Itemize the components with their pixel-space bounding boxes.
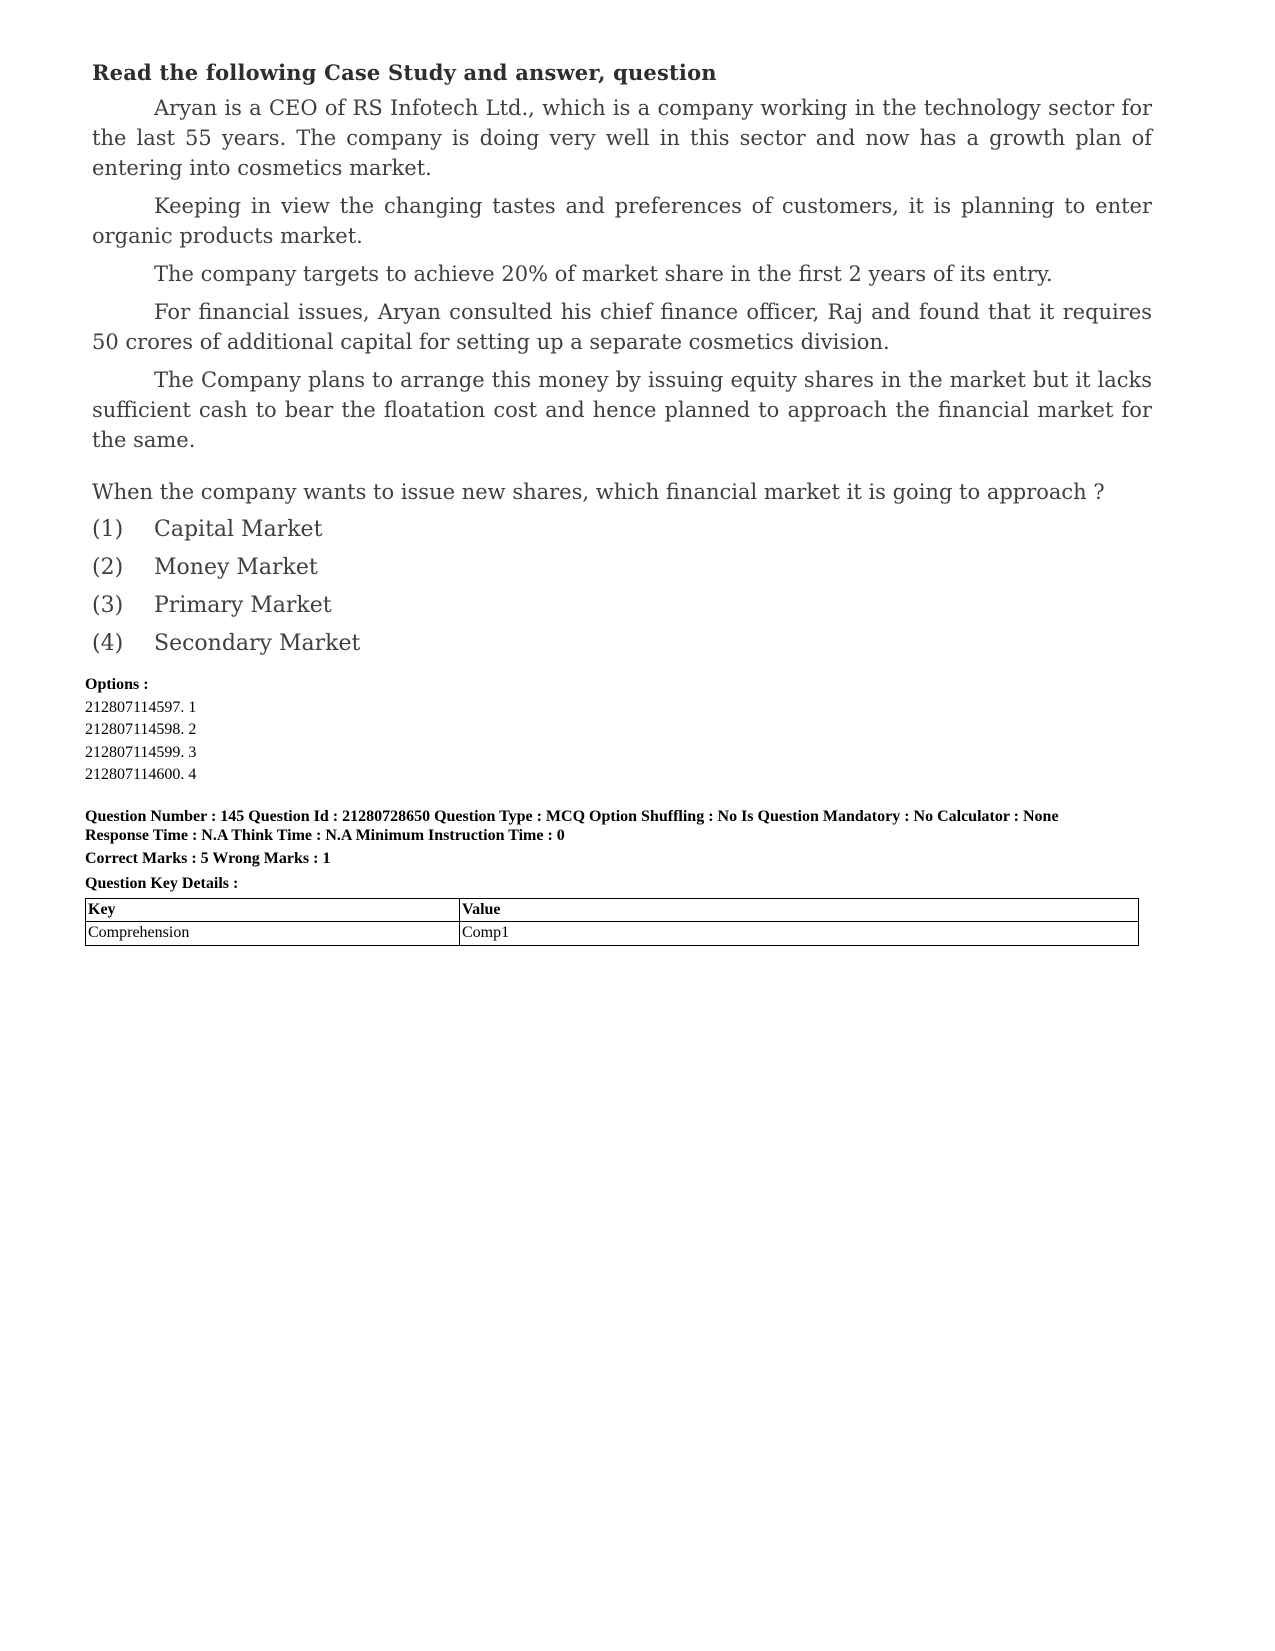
question-info-line: Question Number : 145 Question Id : 21280728650 Question Type : MCQ Option Shuffling : No Is Question Mandatory : No Calculator : None xyxy=(85,807,1059,825)
case-study-paragraph: Aryan is a CEO of RS Infotech Ltd., which is a company working in the technology sector for the last 55 years. The company is doing very well in this sector and now has a growth plan of entering into cosmetics market. xyxy=(92,96,1152,180)
table-header-value: Value xyxy=(460,898,1139,922)
table-header-key: Key xyxy=(86,898,460,922)
case-study-title: Read the following Case Study and answer, question xyxy=(92,60,717,85)
question-metadata xyxy=(85,674,1140,946)
table-header-row xyxy=(86,898,1139,922)
spacer xyxy=(85,787,1140,807)
case-study-paragraph: The company targets to achieve 20% of market share in the first 2 years of its entry. xyxy=(154,262,1053,286)
answer-choice xyxy=(92,511,1152,549)
table-row xyxy=(86,922,1139,946)
case-study-image xyxy=(92,60,1152,663)
case-study-paragraph: The Company plans to arrange this money by issuing equity shares in the market but it lacks sufficient cash to bear the floatation cost and hence planned to approach the financial market for the same. xyxy=(92,368,1152,452)
choice-text: Capital Market xyxy=(154,517,323,542)
table-cell: Comprehension xyxy=(86,922,460,946)
marks-line: Correct Marks : 5 Wrong Marks : 1 xyxy=(85,849,331,867)
answer-choice xyxy=(92,549,1152,587)
choice-number: (4) xyxy=(92,631,124,656)
options-label: Options : xyxy=(85,676,149,693)
option-id: 212807114597. 1 xyxy=(85,698,197,716)
choice-text: Money Market xyxy=(154,555,318,580)
case-study-paragraph: For financial issues, Aryan consulted his chief finance officer, Raj and found that it requires 50 crores of additional capital for setting up a separate cosmetics division. xyxy=(92,300,1152,354)
choice-text: Secondary Market xyxy=(154,631,361,656)
case-study-paragraph: Keeping in view the changing tastes and preferences of customers, it is planning to enter organic products market. xyxy=(92,194,1152,248)
option-id: 212807114598. 2 xyxy=(85,721,197,738)
question-text: When the company wants to issue new shares, which financial market it is going to approach ? xyxy=(92,480,1105,504)
option-id: 212807114599. 3 xyxy=(85,743,197,761)
option-id: 212807114600. 4 xyxy=(85,766,197,783)
table-cell: Comp1 xyxy=(460,922,1139,946)
answer-choice xyxy=(92,587,1152,625)
choice-number: (3) xyxy=(92,593,124,618)
choice-number: (2) xyxy=(92,555,124,580)
key-details-table xyxy=(85,898,1139,946)
choice-number: (1) xyxy=(92,517,124,542)
answer-choice xyxy=(92,625,1152,663)
key-details-label: Question Key Details : xyxy=(85,875,239,892)
choice-text: Primary Market xyxy=(154,593,332,618)
question-info-line: Response Time : N.A Think Time : N.A Minimum Instruction Time : 0 xyxy=(85,826,565,844)
